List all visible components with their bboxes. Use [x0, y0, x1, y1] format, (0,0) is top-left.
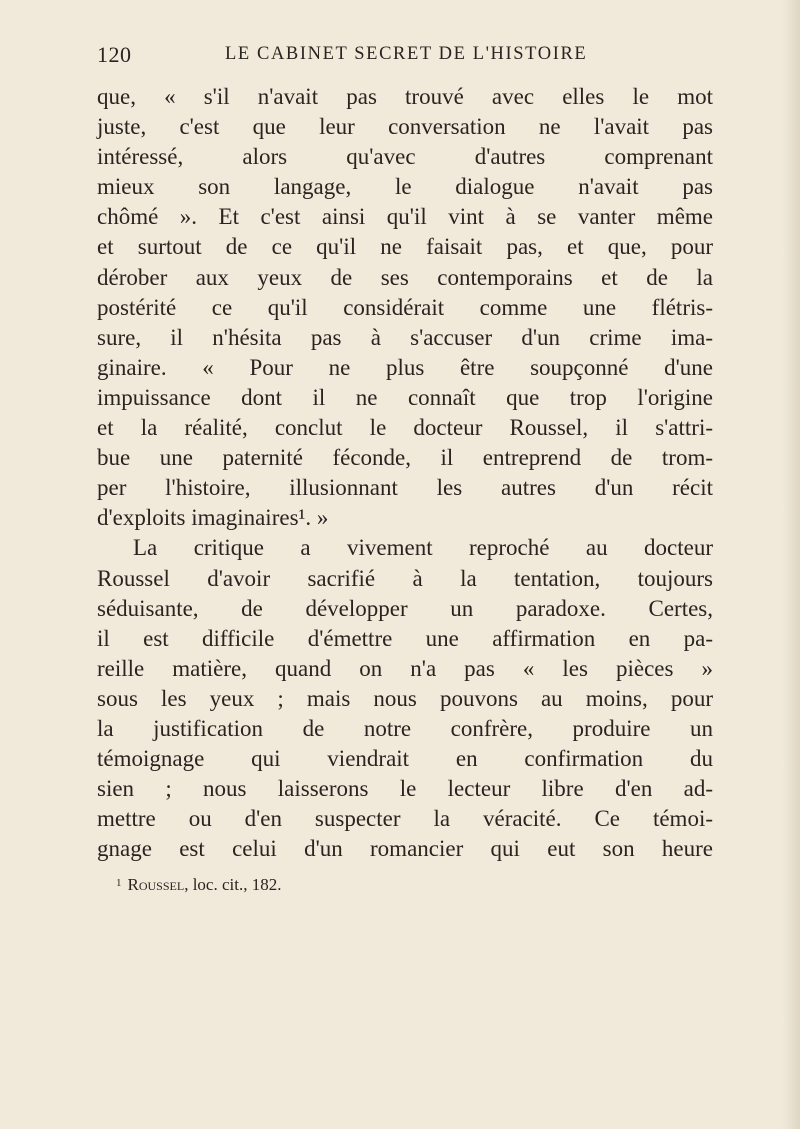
text-line: ginaire. « Pour ne plus être soupçonné d'une [97, 354, 713, 380]
text-line: chômé ». Et c'est ainsi qu'il vint à se vanter même [97, 204, 713, 230]
text-line: impuissance dont il ne connaît que trop l'origine [97, 384, 713, 410]
page-edge-shadow [782, 0, 800, 1129]
text-line-paragraph-start: La critique a vivement reproché au docteur [133, 535, 713, 561]
text-line: sure, il n'hésita pas à s'accuser d'un crime ima- [97, 324, 713, 350]
text-line: mettre ou d'en suspecter la véracité. Ce témoi- [97, 806, 713, 832]
footnote-citation: , loc. cit., 182. [184, 875, 282, 894]
footnote [116, 875, 281, 895]
text-line: Roussel d'avoir sacrifié à la tentation, toujours [97, 565, 713, 591]
text-line: et la réalité, conclut le docteur Roussel, il s'attri- [97, 415, 713, 441]
page-number: 120 [97, 42, 132, 67]
text-line: et surtout de ce qu'il ne faisait pas, et que, pour [97, 234, 713, 260]
text-line: reille matière, quand on n'a pas « les pièces » [97, 655, 713, 681]
text-line: intéressé, alors qu'avec d'autres comprenant [97, 144, 713, 170]
text-line: postérité ce qu'il considérait comme une flétris- [97, 294, 713, 320]
text-line: séduisante, de développer un paradoxe. Certes, [97, 595, 713, 621]
text-line: dérober aux yeux de ses contemporains et de la [97, 264, 713, 290]
text-line: sien ; nous laisserons le lecteur libre d'en ad- [97, 776, 713, 802]
text-line: gnage est celui d'un romancier qui eut son heure [97, 836, 713, 862]
text-line: témoignage qui viendrait en confirmation du [97, 746, 713, 772]
text-line: sous les yeux ; mais nous pouvons au moins, pour [97, 685, 713, 711]
footnote-author: Roussel [127, 875, 185, 894]
page-header [97, 42, 717, 72]
footnote-marker: 1 [116, 877, 122, 889]
text-line: il est difficile d'émettre une affirmation en pa- [97, 625, 713, 651]
running-head: LE CABINET SECRET DE L'HISTOIRE [225, 44, 588, 64]
text-line: la justification de notre confrère, produire un [97, 715, 713, 741]
text-line: que, « s'il n'avait pas trouvé avec elles le mot [97, 84, 713, 109]
text-line: juste, c'est que leur conversation ne l'avait pas [97, 114, 713, 140]
text-line-paragraph-end: d'exploits imaginaires¹. » [97, 505, 329, 531]
body-text [97, 82, 713, 864]
text-line: mieux son langage, le dialogue n'avait pas [97, 174, 713, 200]
text-line: bue une paternité féconde, il entreprend de trom- [97, 445, 713, 471]
text-line: per l'histoire, illusionnant les autres d'un récit [97, 475, 713, 501]
